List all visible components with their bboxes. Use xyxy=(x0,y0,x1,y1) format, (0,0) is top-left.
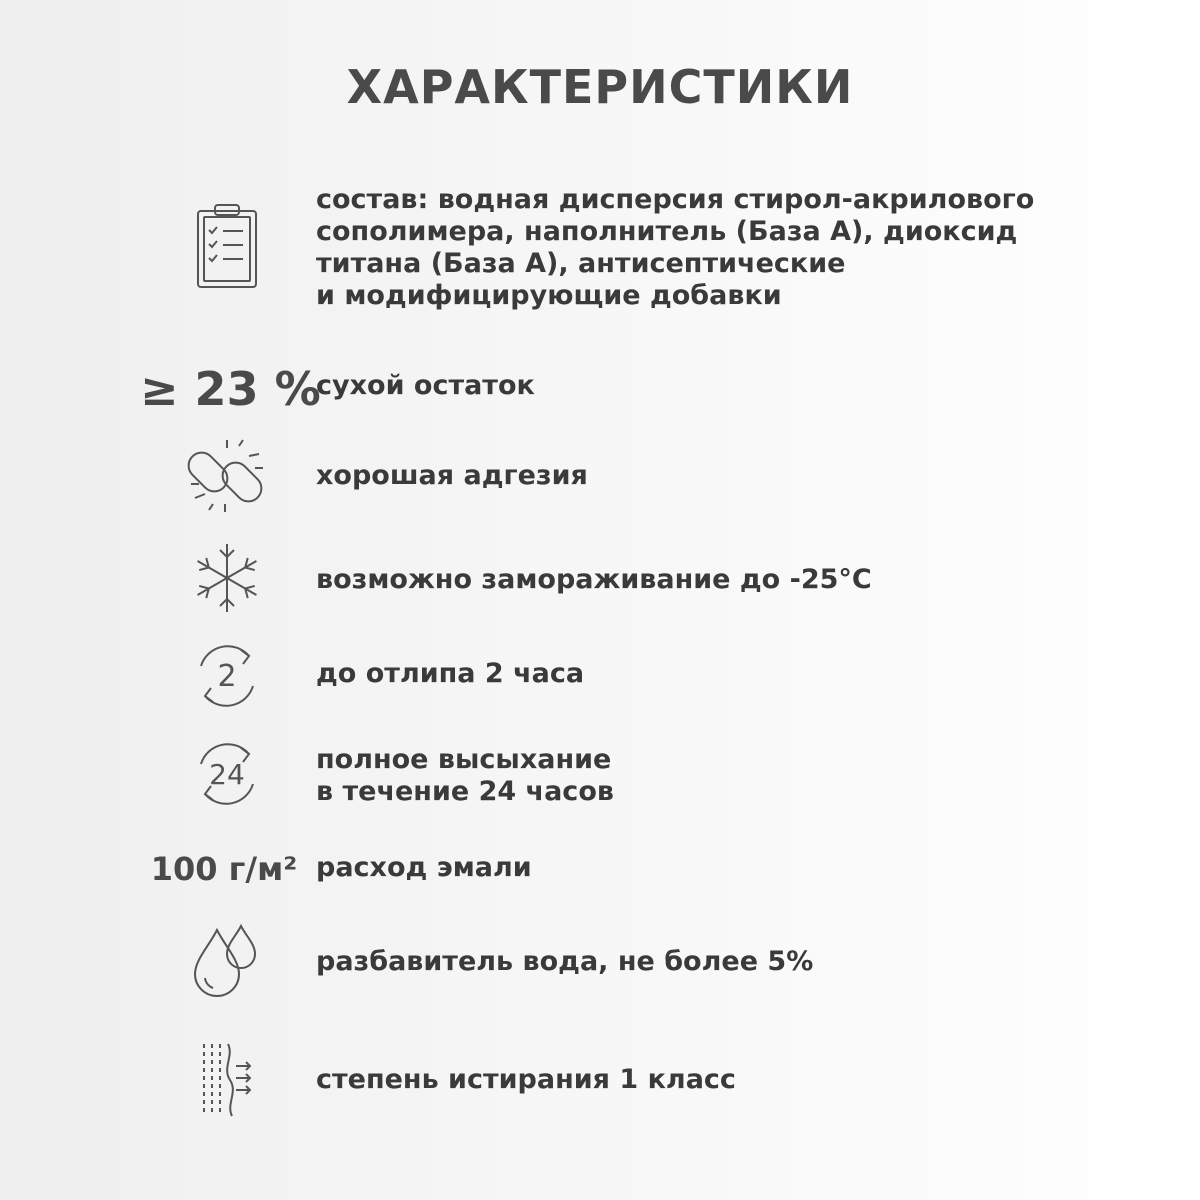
feature-text: состав: водная дисперсия стирол-акрилового сополимера, наполнитель (База А), диоксид титана (База А), антисептические и модифицирующие добавки xyxy=(316,184,1035,311)
feature-row-adhesion xyxy=(0,436,1200,516)
chain-link-icon xyxy=(150,436,304,516)
feature-text: разбавитель вода, не более 5% xyxy=(316,946,814,977)
snowflake-icon xyxy=(150,538,304,618)
feature-text: хорошая адгезия xyxy=(316,460,588,491)
clipboard-checklist-icon xyxy=(150,210,304,282)
value-badge: ≥ 23 % xyxy=(140,362,321,416)
feature-row-dry-residue xyxy=(0,358,1200,418)
page-title: ХАРАКТЕРИСТИКИ xyxy=(346,60,854,114)
feature-row-abrasion xyxy=(0,1040,1200,1120)
feature-row-full-drying xyxy=(0,734,1200,814)
feature-row-tack-free xyxy=(0,636,1200,716)
feature-text: полное высыхание в течение 24 часов xyxy=(316,744,614,807)
svg-text:2: 2 xyxy=(217,659,237,694)
feature-row-composition xyxy=(0,180,1200,320)
feature-row-freezing xyxy=(0,538,1200,618)
cycle-24-hours-icon xyxy=(150,734,304,814)
abrasion-layers-icon xyxy=(150,1040,304,1120)
water-drops-icon xyxy=(150,922,304,1002)
svg-text:24: 24 xyxy=(209,758,245,791)
feature-text: до отлипа 2 часа xyxy=(316,658,585,689)
feature-text: расход эмали xyxy=(316,852,532,883)
cycle-2-hours-icon xyxy=(150,636,304,716)
feature-text: возможно замораживание до -25°С xyxy=(316,564,872,595)
value-badge: 100 г/м² xyxy=(150,850,298,888)
feature-text: степень истирания 1 класс xyxy=(316,1064,736,1095)
feature-text: сухой остаток xyxy=(316,370,535,401)
feature-row-consumption xyxy=(0,846,1200,896)
feature-row-thinner xyxy=(0,922,1200,1002)
